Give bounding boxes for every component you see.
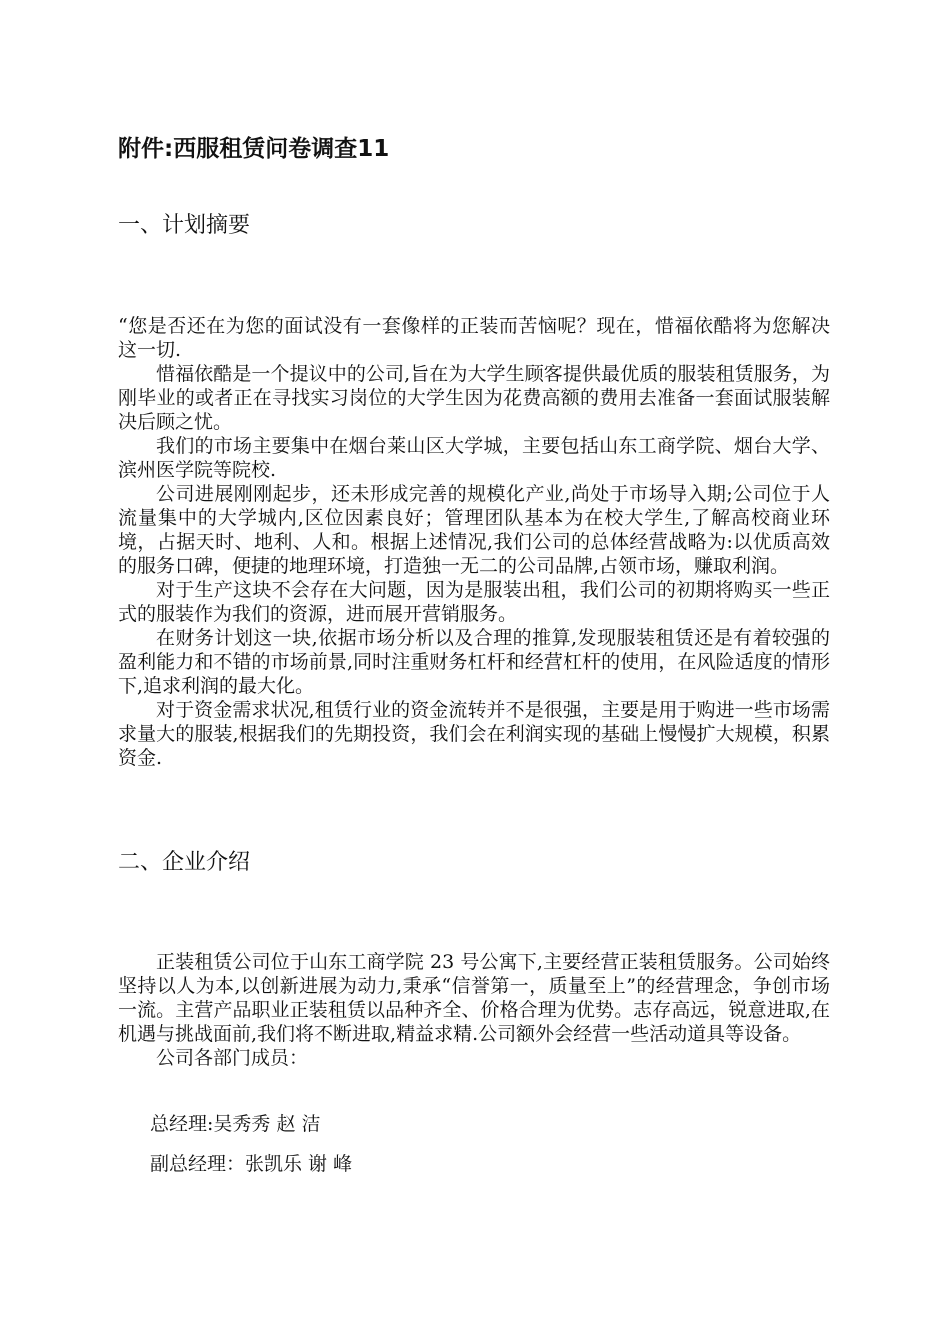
member-deputy-general-manager: 副总经理：张凯乐 谢 峰: [150, 1153, 353, 1175]
summary-paragraph: 惜福依酷是一个提议中的公司,旨在为大学生顾客提供最优质的服装租赁服务，为刚毕业的或者正在寻找实习岗位的大学生因为花费高额的费用去准备一套面试服装解决后顾之忧。: [118, 363, 830, 433]
summary-paragraph: 公司进展刚刚起步，还未形成完善的规模化产业,尚处于市场导入期;公司位于人流量集中的大学城内,区位因素良好；管理团队基本为在校大学生,了解高校商业环境，占据天时、地利、人和。根据上述情况,我们公司的总体经营战略为:以优质高效的服务口碑，便捷的地理环境，打造独一无二的公司品牌,占领市场，赚取利润。: [118, 483, 830, 577]
company-body: [118, 950, 830, 1070]
document-title: 附件:西服租赁问卷调查11: [118, 136, 390, 162]
company-paragraph: 正装租赁公司位于山东工商学院 23 号公寓下,主要经营正装租赁服务。公司始终坚持以人为本,以创新进展为动力,秉承“信誉第一，质量至上”的经营理念，争创市场一流。主营产品职业正装租赁以品种齐全、价格合理为优势。志存高远，锐意进取,在机遇与挑战面前,我们将不断进取,精益求精.公司额外会经营一些活动道具等设备。: [118, 951, 830, 1045]
summary-paragraph: “您是否还在为您的面试没有一套像样的正装而苦恼呢？现在，惜福依酷将为您解决这一切.: [118, 315, 830, 361]
summary-paragraph: 在财务计划这一块,依据市场分析以及合理的推算,发现服装租赁还是有着较强的盈利能力和不错的市场前景,同时注重财务杠杆和经营杠杆的使用，在风险适度的情形下,追求利润的最大化。: [118, 627, 830, 697]
summary-paragraph: 我们的市场主要集中在烟台莱山区大学城，主要包括山东工商学院、烟台大学、滨州医学院等院校.: [118, 435, 830, 481]
summary-paragraph: 对于生产这块不会存在大问题，因为是服装出租，我们公司的初期将购买一些正式的服装作为我们的资源，进而展开营销服务。: [118, 579, 830, 625]
section-heading-summary: 一、计划摘要: [118, 213, 251, 238]
members-intro: 公司各部门成员：: [156, 1047, 309, 1069]
summary-paragraph: 对于资金需求状况,租赁行业的资金流转并不是很强，主要是用于购进一些市场需求量大的服装,根据我们的先期投资，我们会在利润实现的基础上慢慢扩大规模，积累资金.: [118, 699, 830, 769]
member-general-manager: 总经理:吴秀秀 赵 洁: [150, 1113, 321, 1135]
summary-body: [118, 314, 830, 770]
section-heading-company: 二、企业介绍: [118, 850, 251, 875]
